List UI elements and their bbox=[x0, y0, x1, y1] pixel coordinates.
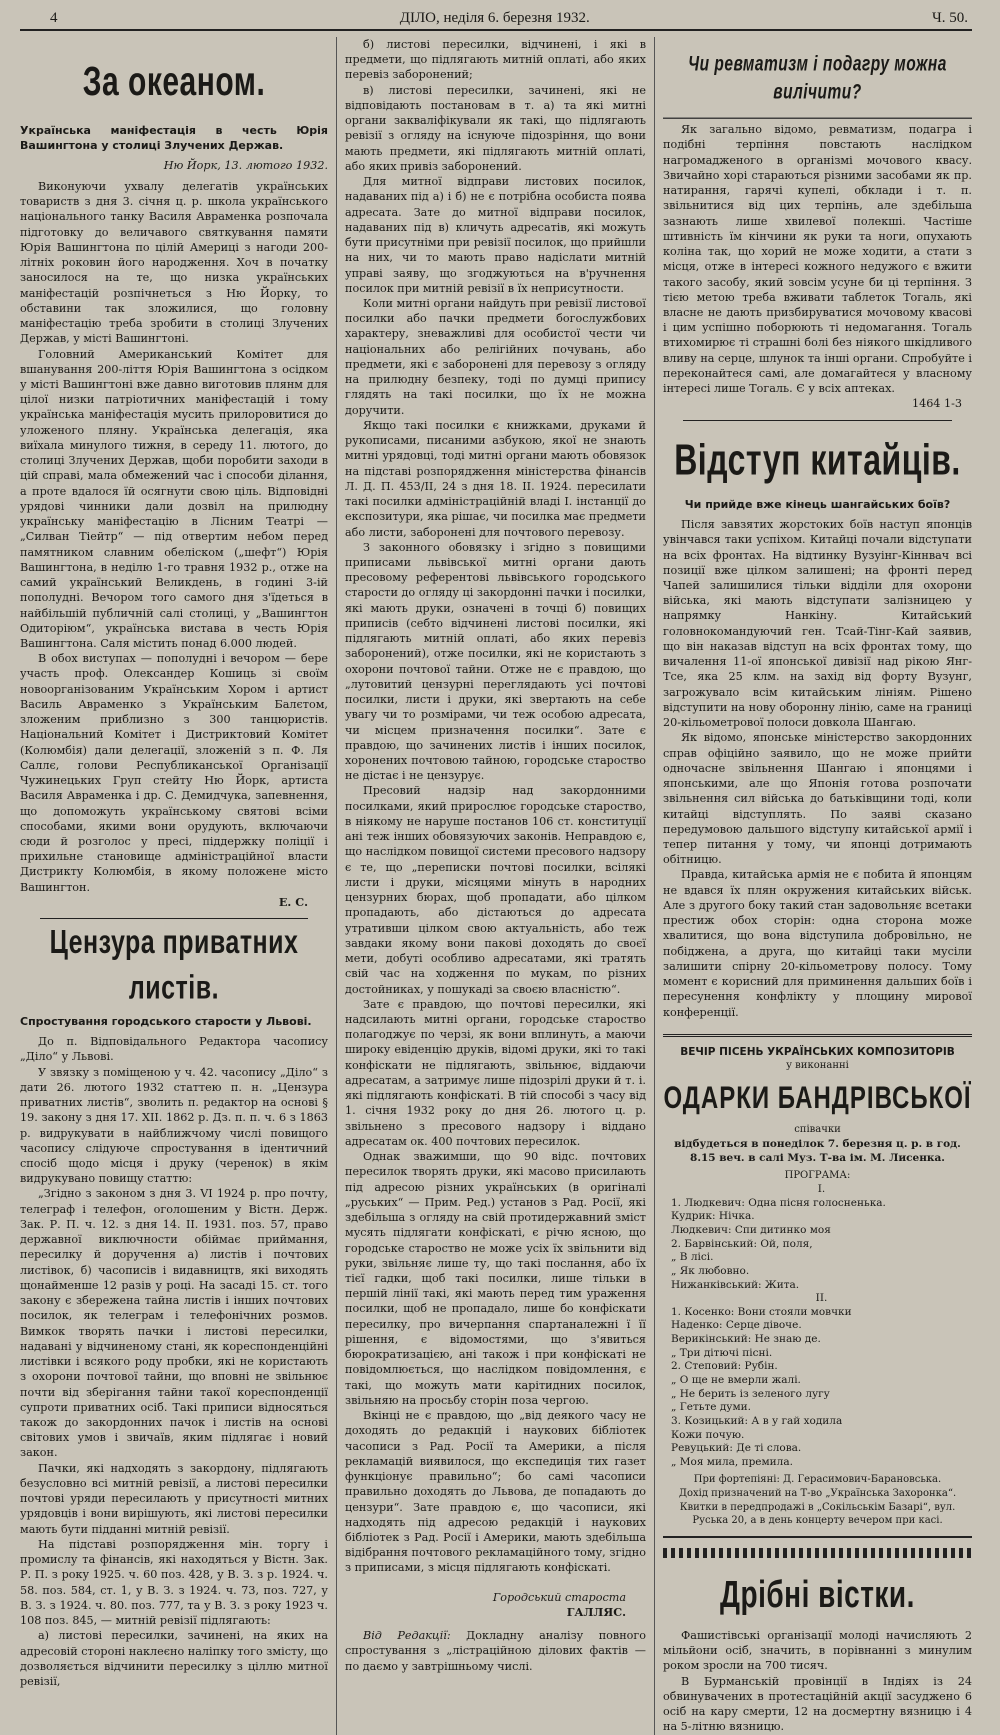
paragraph: б) листові пересилки, відчинені, і які в предмети, що підлягають митній оплаті, або яких перевіз заборонений; bbox=[345, 38, 646, 82]
concert-ad-top: ВЕЧІР ПІСЕНЬ УКРАЇНСЬКИХ КОМПОЗИТОРІВ bbox=[680, 1045, 955, 1058]
program-line: 1. Косенко: Вони стояли мовчки bbox=[671, 1305, 852, 1318]
masthead bbox=[20, 10, 972, 31]
masthead-title: ДІЛО, неділя 6. березня 1932. bbox=[399, 10, 590, 26]
paragraph: В обох виступах — пополудні і вечором — бере участь проф. Олександер Кошиць зі своїм новоорганізованим Українським Хором і артист Василь Авраменко з Українським Балєтом, зложеним приблизно з 300 танцюристів. Національний Комітет і Дистриктовий Комітет (Колюмбія) дали делегації, зложеній з п. Ф. Ля Саллє, голови Республиканської Організації Чужинецьких Груп стейту Ню Йорк, артиста Василя Авраменка і др. С. Демидчука, запевнення, що допоможуть українському святові всіми способами, якими вони орудують, включаючи сюди й розголос у пресі, піддержку поліції і прихильне становище адміністраційної власти Дистрикту Колюмбія, в якому положене місто Вашингтон. bbox=[20, 652, 328, 894]
editorial-note-text: Докладну аналізу повного спростування з „лістраційною ділових фактів — по даємо у завтрішньому числі. bbox=[345, 1629, 646, 1673]
program-line: 1. Людкевич: Одна пісня голосненька. bbox=[671, 1196, 886, 1209]
paragraph: З законного обовязку і згідно з повищими приписами львівської митні органи дають пресовому референтові львівського городського старости до огляду ці закордонні пачки і посилки, які мають друки, означені в точці б) повищих приписів (себто відчинені листові посилки, які підлягають митній оплаті, або яких перевіз заборонений), отже посилки, які не користають з охорони почтової тайни. Отже не є правдою, що „лутовитий цензурні переглядають усі почтові посилки, листи і друки, які звертають на себе увагу чи то розмірами, чи теж особою адресата, чи місцем призначення посилки“. Зате є правдою, що зачинених листів і інших посилок, хоронених почтовою тайною, городське староство не дістає і не цензурує. bbox=[345, 540, 646, 783]
program-line: 3. Козицький: А в у гай ходила bbox=[671, 1414, 843, 1427]
paragraph: На підставі розпорядження мін. торгу і промислу та фінансів, які находяться у Вістн. Зак. Р. П. з року 1925. ч. 60 поз. 428, у В. З. з р. 1924. ч. 58. поз. 584, ст. 1, у В. З. з 1924. ч. 73, поз. 727, у В. З. з 1924. ч. 80. поз. 777, та у В. З. з року 1923 ч. 108 поз. 845, — митній ревізії підлягають: bbox=[20, 1537, 328, 1628]
program-line: „ О ще не вмерли жалі. bbox=[671, 1373, 801, 1386]
paragraph: Однак зважимши, що 90 відс. почтових пересилок творять друки, які масово присилають під адресою різних українських (в оригіналі „руських“ — Прим. Ред.) установ з Рад. Росії, які здебільша з огляду на свій протидержавний зміст мусять підлягати конфіскаті, є річю ясною, що городське староство не може усіх їх звільнити від руки, звільняє лише ту, що такі послання, або їх тієї гадки, щоб такі посилки, лише тільки в першій лінії такі, які мають перед тим ураження посилки, щоб не пропадало, лише бо конфіскати пересилку, про вичерпання спартаналежні ї її рішення, є відомостями, що з'явиться бюрократизацією, ані також і при конфіскаті не повідомлюється, що наслідком повідомлення, є такі, що можуть мати карітидних посилок, звільняю на просьбу сторін поза чергою. bbox=[345, 1150, 646, 1407]
program-line: „ Не берить із зеленого лугу bbox=[671, 1387, 830, 1400]
paragraph: Коли митні органи найдуть при ревізії листової посилки або пачки предмети богослужбових характеру, зневажливі для особистої чести чи національних або релігійних почувань, або предмети, які є заборонені для перевозу з огляду на прилюдну безпеку, тоді по думці припису глядять на такі посилки, що їх не можна доручити. bbox=[345, 296, 646, 417]
paragraph: Як відомо, японське міністерство закордонних справ офіційно заявило, що не може прийти одночасне звільнення Шангаю і японцями і японськими, але що Японія готова розпочати звільнення сил війська до батьківщини тоді, коли китайці відступлять. По заяві сказано передумовою дальшого відступу китайської армії і тепер питання у тому, чи японці дотримають обітницю. bbox=[663, 731, 972, 867]
program-line: „ Як любовно. bbox=[671, 1264, 750, 1277]
program-list bbox=[663, 1183, 972, 1469]
paragraph: Після завзятих жорстоких боїв наступ японців увінчався таки успіхом. Китайці почали відступати на всіх фронтах. На відтинку Вузуінг-Кіннвач всі позиції вже цілком залишені; на фронті перед Чапей залишилися тільки відділи для охорони війська, які мають відступати залізницею у напрямку Нанкіну. Китайський головнокомандуючий ген. Тсай-Тінг-Кай заявив, що він наказав відступ на всіх фронтах тому, що вичалення 11-ої японської дивізії над рікою Янг-Тсе, яка 25 клм. на захід від форту Вузунг, загрожувало всім китайським лініям. Рішено відступити на нову оборонну лінію, саме на границі 20-кільометрової полоси довкола Шангаю. bbox=[663, 518, 972, 730]
signature-role: Городський староста bbox=[492, 1590, 626, 1604]
decorative-border bbox=[663, 1548, 972, 1558]
signature-block bbox=[345, 1590, 646, 1620]
column-3 bbox=[654, 37, 972, 1735]
divider bbox=[683, 420, 952, 421]
concert-accompanist: При фортепіяні: Д. Герасимович-Барановська. bbox=[693, 1474, 942, 1486]
paragraph: Для митної відправи листових посилок, надаваних під а) і б) не є потрібна особиста поява адресата. Зате до митної відправи посилок, надаваних під в) кличуть адресатів, які можуть бути присутніми при ревізії посилок, що прийшли на них, чи то мають право надіслати митній управі заяву, що згоджуються на в'ручнення посилок при митній ревізії в їх неприсутности. bbox=[345, 175, 646, 295]
paragraph: Вкінці не є правдою, що „від деякого часу не доходять до редакцій і наукових бібліотек часописи з Рад. Росії та Америки, а після рекламацій виявилося, що експедиція тих газет функціонує правильно“; бо самі часописи правильно доходять до Львова, де попадають до цензури“. Зате правдою є, що часописи, які надходять під адресою редакцій і наукових бібліотек з Рад. Росії і Америки, мають здебільша відібрання почтового рекламаційного тому, згідно з приписами, з місця підлягають конфіскаті. bbox=[345, 1409, 646, 1575]
program-line: 2. Барвінський: Ой, поля, bbox=[671, 1237, 813, 1250]
editorial-note bbox=[345, 1628, 646, 1674]
program-part-1: І. bbox=[817, 1183, 826, 1196]
program-line: Наденко: Серце дівоче. bbox=[671, 1319, 802, 1332]
column-1 bbox=[20, 37, 336, 1735]
concert-ad bbox=[663, 1034, 972, 1538]
subtitle-retreat: Чи прийде вже кінець шангайських боїв? bbox=[684, 498, 951, 512]
paragraph: Фашистівські організації молоді начисляють 2 мільйони осіб, значить, в порівнанні з минулим роком зросли на 700 тисяч. bbox=[663, 1628, 972, 1673]
program-line: 2. Степовий: Рубін. bbox=[671, 1360, 778, 1373]
headline-censorship: Цензура приватних листів. bbox=[49, 923, 299, 1008]
paragraph: „Згідно з законом з дня 3. VI 1924 р. про почту, телеграф і телефон, оголошеним у Вістн. Держ. Зак. Р. П. ч. 12. з дня 14. II. 1931. поз. 57, право державної виключности обіймає приймання, пересилку й доручення а) листів і почтових листівок, б) часописів і видавництв, які виходять щонайменше 12 разів у році. На засаді 15. ст. того закону є збережена тайна листів і інших почтових посилок, як телеграм і телефонічних розмов. Вимкок творять пачки і листові пересилки, надавані у відчиненому стані, як кореспонденційні листівки і всякого роду пробки, які не користають з охорони почтової тайни, що вповні не звільнює почти від зберігання тайни такої кореспонденції супроти приватних осіб. Такі приписи відносяться також до закордонних пачок і листів на основі світових умов і звичаїв, яким підлягає і новий закон. bbox=[20, 1187, 328, 1460]
dateline: Ню Йорк, 13. лютого 1932. bbox=[163, 158, 328, 172]
signature-es: Е. С. bbox=[278, 894, 308, 909]
editorial-note-label: Від Редакції: bbox=[363, 1629, 451, 1643]
program-line: „ В лісі. bbox=[671, 1251, 714, 1264]
concert-proceeds: Дохід призначений на Т-во „Українська Захоронка“. Квитки в передпродажі в „Сокільськім Базарі“, вул. Руська 20, а в день концерту вечером при касі. bbox=[678, 1488, 957, 1527]
program-part-2: ІІ. bbox=[815, 1292, 828, 1305]
paragraph: Пресовий надзір над закордонними посилками, який прирослює городське староство, в ніякому не наруше постанов 106 ст. конституції ані теж інших обовязуючих законів. Неправдою є, що наслідком повищої системи пресового надзору є те, що „переписки почтові посилки, всілякі листи і друки, місяцями мінуть в народних цензурних бюрах, щоб пропадати, або цілком пропадають, або дістаються до адресата утративши цілком свою актуальність, або теж завдаки якому вони пакові доходять до своєї мети, добуті особливо адресатами, які тратять свій час на ходження по мукам, по різних достойниках, у пошукаді за своєю власністю“. bbox=[345, 784, 646, 996]
program-line: „ Три дітючі пісні. bbox=[671, 1346, 773, 1359]
program-line: Кудрик: Нічка. bbox=[671, 1210, 755, 1223]
concert-details: відбудеться в понеділок 7. березня ц. р. в год. 8.15 веч. в салі Муз. Т-ва ім. М. Лисенка. bbox=[674, 1137, 961, 1165]
paragraph: Як загально відомо, ревматизм, подагра і подібні терпіння повстають наслідком нагромадженого в організмі мочового квасу. Звичайно хорі стараються різними засобами як пр. натирання, гарячі купелі, обклади і т. п. звільнитися від цих терпінь, але здебільша зазнають лише хвилевої полекші. Частіше штивність їм кінчини як руки та ноги, опухають коліна так, що хорий не може ходити, а стати з місця, отже в інтересі кожного недужого є вжити такого засобу, який зовсім усуне би ці терпіння. З тією метою треба вживати таблеток Тогаль, які власне не дають призбируватися мочовому квасові і цим успішно поборюють ті недомагання. Тогаль втихомирює ті страшні болі без ніякого шкідливого вливу на серце, шлунок та інші органи. Спробуйте і переконайтеся самі, але домагайтеся у власному інтересі лише Тогаль. Є у всіх аптеках. bbox=[663, 123, 972, 396]
headline-ocean: За океаном. bbox=[82, 59, 266, 105]
program-line: Ревуцький: Де ті слова. bbox=[671, 1442, 802, 1455]
program-line: Верикінський: Не знаю де. bbox=[671, 1333, 821, 1346]
program-line: Людкевич: Спи дитинко моя bbox=[671, 1223, 831, 1236]
subtitle-censorship: Спростування городського старости у Львові. bbox=[20, 1015, 312, 1029]
paragraph: Зате є правдою, що почтові пересилки, які надсилають митні органи, городське староство полагоджує по черзі, як вони вплинуть, а маючи широку евіденцію друків, відомі друки, які то такі конфіскати не підлягають, звільнює, віддаючи адресатам, а затримує лише підозрілі друки й т. і. які підлягають конфіскаті. В тій способі з часу від 1. січня 1932 року до дня 26. лютого ц. р. звільнено з пресового надзору і віддано адресатам ок. 400 почтових пересилок. bbox=[345, 997, 646, 1148]
ad-number: 1464 1-3 bbox=[911, 397, 962, 411]
concert-role: співачки bbox=[794, 1124, 841, 1136]
paragraph: Якщо такі посилки є книжками, друками й рукописами, писаними азбукою, якої не знають митні урядовці, тоді митні органи мають обовязок на підставі розпорядження міністерства фінансів Л. Д. П. 453/ІІ, 24 з дня 18. ІІ. 1924. пересилати такі посилки адміністраційній владі І. інстанції до експозитури, яка рішає, чи посилка має предмети або листи, заборонені для почтового перевозу. bbox=[345, 418, 646, 539]
paragraph: До п. Відповідального Редактора часопису „Діло“ у Львові. bbox=[20, 1035, 328, 1064]
paragraph: Виконуючи ухвалу делегатів українських товариств з дня 3. січня ц. р. школа українського національного танку Василя Авраменка розпочала підготовку до величавого святкування памяти Юрія Вашингтона по цілій Америці з нагоди 200-літніх роковин його народження. Хоч в початку заносилося на те, що низка українських маніфестацій розпічнеться з Ню Йорку, то обставини так зложилися, що головну маніфестацію треба зробити в столиці Злучених Держав, у місті Вашингтоні. bbox=[20, 179, 328, 346]
signature-name: ГАЛЛЯС. bbox=[566, 1604, 626, 1619]
issue-number: Ч. 50. bbox=[931, 10, 968, 26]
program-line: „ Моя мила, премила. bbox=[671, 1455, 793, 1468]
column-2 bbox=[336, 37, 654, 1735]
headline-news: Дрібні вістки. bbox=[720, 1573, 915, 1616]
program-line: Кожи почую. bbox=[671, 1428, 745, 1441]
subtitle-ocean: Українська маніфестація в честь Юрія Вашингтона у столиці Злучених Держав. bbox=[20, 123, 328, 152]
paragraph: в) листові пересилки, зачинені, які не відповідають постановам в т. а) та які митні органи закваліфікували як такі, що підлягають ревізії з огляду на існуюче підозріння, що вони мають предмети, які підлягають митній оплаті, або яких привіз заборонений. bbox=[345, 83, 646, 173]
paragraph: Головний Американський Комітет для вшанування 200-ліття Юрія Вашингтона з осідком у місті Вашингтоні вже давно виготовив плянм для цілої низки патріотичних маніфестацій і тому українська маніфестація мусить прилоровитися до уложеного пляну. Українська делегація, яка виїхала минулого тижня, в середу 11. лютого, до столиці Злучених Держав, щоби поробити заходи в цій справі, мала обмежений час і способи ділання, а проте вдалося їй осягнути свою ціль. Відповідні урядові чинники дали дозвіл на прилюдну українську маніфестацію в Лісним Театрі — „Силван Тіейтр“ — під отвертим небом перед памятником славним обеліском („шефт“) Юрія Вашингтона, в неділю 1-го травня 1932 р., отже на самий український Великдень, в годині 3-ій пополудні. Вечором того самого дня з'їдеться в найбільшій публичній салі столиці, у „Вашингтон Одиторіюм“, українська вистава в честь Юрія Вашингтона. Саля містить понад 6.000 людей. bbox=[20, 347, 328, 650]
program-title: ПРОГРАМА: bbox=[784, 1170, 851, 1182]
headline-retreat: Відступ китайців. bbox=[674, 435, 961, 484]
paragraph: Пачки, які надходять з закордону, підлягають безусловно всі митній ревізії, а листові пересилки почтові уряди пересилають у присутності митних урядовців і вони вирішують, які листові пересилки мають бути підданні митній ревізії. bbox=[20, 1461, 328, 1536]
concert-ad-sub: у виконанні bbox=[786, 1060, 849, 1072]
paragraph: а) листові пересилки, зачинені, на яких на адресовій стороні наклеєно наліпку того змісту, що дозволяється відчинити пересилку з ціллю митної ревізії, bbox=[20, 1629, 328, 1688]
paragraph: В Бурманській провінції в Індіях із 24 обвинувачених в протестаційній акції засуджено 6 осіб на кару смерти, 12 на досмертну вязницю і 4 на 5-літню вязницю. bbox=[663, 1674, 972, 1734]
program-line: „ Гетьте думи. bbox=[671, 1401, 751, 1414]
page-number: 4 bbox=[50, 10, 58, 26]
paragraph: У звязку з поміщеною у ч. 42. часопису „Діло“ з дати 26. лютого 1932 статтею п. н. „Цензура приватних листів“, зволить п. редактор на основі § 19. закону з дня 17. XII. 1862 р. Дз. п. п. ч. 6 з 1863 р. видрукувати в найближчому числі повищого часопису слідуюче спростування в ідентичний спосіб щодо місця і друку (черенок) в якім видрукувано повищу статтю: bbox=[20, 1065, 328, 1186]
program-line: Нижанківський: Жита. bbox=[671, 1278, 800, 1291]
paragraph: Правда, китайська армія не є побита й японцям не вдався їх плян окружения китайських військ. Але з другого боку такий стан задовольняє всетаки престиж обох сторін: одна сторона може хвалитися, що вона відступила добровільно, не побіджена, а друга, що китайці таки мусіли залишити спірну 20-кільометрову полосу. Тому момент є корисний для приминення дальших боїв і пересунення конфлікту у площину мирової конференції. bbox=[663, 868, 972, 1019]
concert-singer-name: ОДАРКИ БАНДРІВСЬКОЇ bbox=[663, 1080, 972, 1116]
headline-rheumatism: Чи ревматизм і подагру можна вилічити? bbox=[663, 50, 972, 119]
